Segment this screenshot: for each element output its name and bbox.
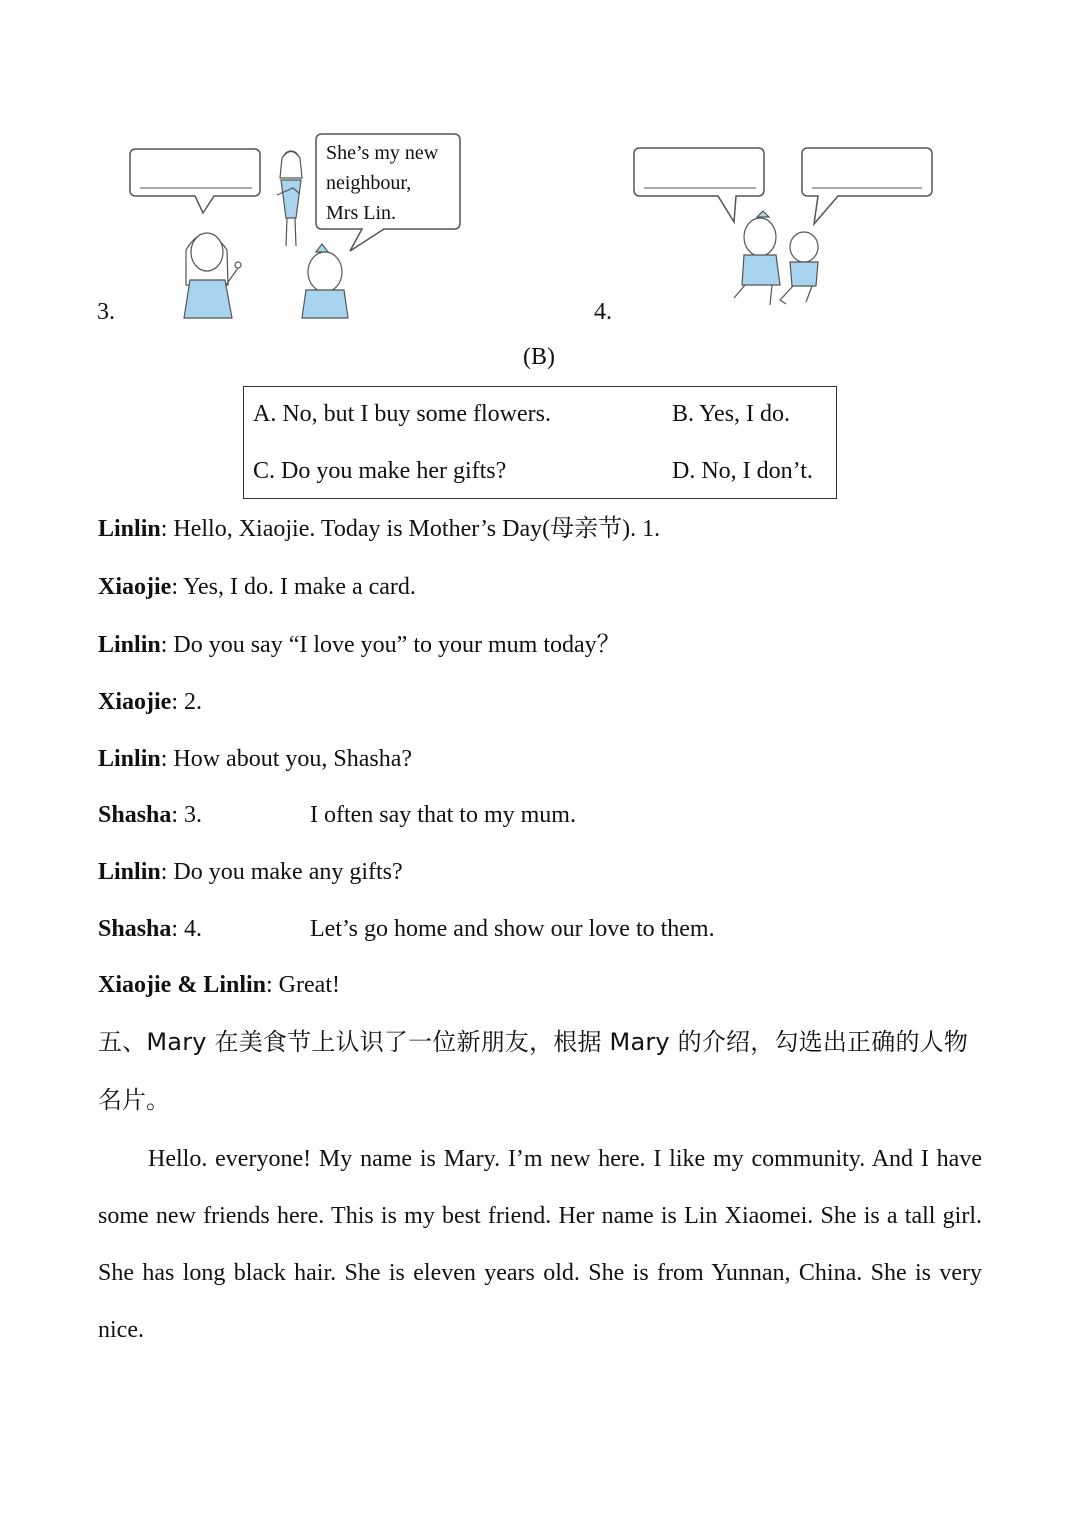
mrs-lin-figure — [277, 151, 302, 246]
option-c: C. Do you make her gifts? — [253, 458, 507, 484]
dialogue-line — [98, 514, 660, 544]
dialogue-line — [98, 630, 621, 660]
q4-number: 4. — [594, 299, 612, 325]
dialogue-text: : 3. — [171, 802, 203, 828]
q3-bubble-line-3: Mrs Lin. — [326, 202, 396, 224]
option-d: D. No, I don’t. — [672, 458, 813, 484]
dialogue-text: : 4. — [171, 916, 203, 942]
speaker: Linlin — [98, 859, 161, 885]
section-five-instruction-line-1: 五、Mary 在美食节上认识了一位新朋友，根据 Mary 的介绍，勾选出正确的人物 — [98, 1028, 969, 1056]
options-box — [243, 386, 837, 499]
section-b-label: (B) — [523, 344, 555, 370]
speaker: Shasha — [98, 916, 172, 942]
speaker: Xiaojie & Linlin — [98, 972, 267, 998]
speaker: Linlin — [98, 746, 161, 772]
dialogue-line — [98, 914, 202, 944]
dialogue-line — [98, 572, 416, 602]
dialogue-text: : How about you, Shasha? — [160, 746, 413, 772]
dialogue-text: : Do you make any gifts? — [160, 859, 403, 885]
dialogue-line — [98, 800, 202, 830]
dialogue-continuation: Let’s go home and show our love to them. — [310, 916, 715, 942]
speaker: Shasha — [98, 802, 172, 828]
dialogue-text: : Do you say “I love you” to your mum today？ — [160, 632, 621, 658]
dialogue-line — [98, 857, 403, 887]
dialogue-text: : 2. — [171, 689, 202, 715]
option-b: B. Yes, I do. — [672, 401, 791, 427]
girl-right-figure — [302, 244, 348, 318]
passage-text: Hello. everyone! My name is Mary. I’m new here. I like my community. And I have some new friends here. This is my best friend. Her name is Lin Xiaomei. She is a tall girl. She has long black hair. She is eleven years old. She is from Yunnan, China. She is very nice. — [98, 1146, 982, 1343]
dialogue-line — [98, 744, 412, 774]
illustration-q3-q4 — [0, 0, 1080, 330]
q3-bubble-line-2: neighbour, — [326, 172, 412, 194]
option-a: A. No, but I buy some flowers. — [253, 401, 551, 427]
q3-bubble-line-1: She’s my new — [326, 142, 439, 164]
speaker: Linlin — [98, 632, 161, 658]
q3-number: 3. — [97, 299, 115, 325]
dialogue-text: : Great! — [266, 972, 340, 998]
speaker: Linlin — [98, 516, 161, 542]
speaker: Xiaojie — [98, 689, 172, 715]
q3-empty-speech-bubble — [130, 149, 260, 213]
dialogue-line — [98, 687, 202, 717]
dialogue-text: : Hello, Xiaojie. Today is Mother’s Day(母亲节). 1. — [160, 516, 661, 542]
girl-left-figure — [184, 233, 241, 318]
q4-empty-speech-bubble-right — [802, 148, 932, 224]
q4-children-figure — [734, 211, 818, 305]
dialogue-line — [98, 970, 340, 1000]
q4-empty-speech-bubble-left — [634, 148, 764, 222]
section-five-instruction-line-2: 名片。 — [98, 1086, 170, 1114]
speaker: Xiaojie — [98, 574, 172, 600]
dialogue-continuation: I often say that to my mum. — [310, 802, 576, 828]
mary-passage — [98, 1131, 982, 1359]
dialogue-text: : Yes, I do. I make a card. — [171, 574, 416, 600]
q3-bubble-text — [326, 138, 438, 228]
